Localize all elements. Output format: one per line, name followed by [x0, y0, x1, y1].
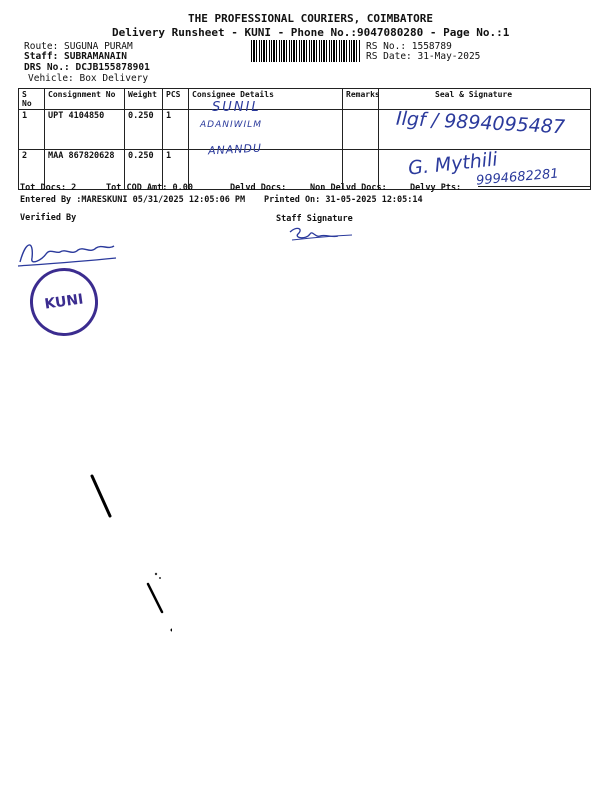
row-sno: 2: [19, 150, 45, 190]
drs-number: DRS No.: DCJB155878901: [24, 62, 150, 73]
row-sno: 1: [19, 110, 45, 150]
rs-number: RS No.: 1558789: [366, 41, 452, 52]
entered-by: Entered By :MARESKUNI 05/31/2025 12:05:06 PM: [20, 195, 246, 205]
handwritten-phone-2: 9994682281: [475, 166, 560, 189]
table-header-row: [19, 89, 591, 110]
runsheet-subtitle: Delivery Runsheet - KUNI - Phone No.:9047080280 - Page No.:1: [112, 26, 510, 39]
kuni-stamp: [26, 264, 103, 341]
rs-date: RS Date: 31-May-2025: [366, 51, 481, 62]
company-title: THE PROFESSIONAL COURIERS, COIMBATORE: [188, 12, 434, 25]
non-delivered-docs: Non Delvd Docs:: [310, 183, 387, 193]
totals-underline: [478, 186, 590, 187]
row-consignment: MAA 867820628: [45, 150, 125, 190]
barcode: [251, 40, 361, 62]
row-pcs: 1: [163, 150, 189, 190]
handwritten-consignee-2: ANANDU: [207, 141, 263, 158]
row-consignment: UPT 4104850: [45, 110, 125, 150]
staff-signature: [286, 224, 356, 246]
staff-label: Staff: SUBRAMANAIN: [24, 51, 127, 62]
col-seal: Seal & Signature: [379, 89, 591, 110]
col-consignment: Consignment No: [45, 89, 125, 110]
verified-signature: [16, 236, 120, 270]
col-sno: S No: [19, 89, 45, 110]
row-remarks: [343, 110, 379, 150]
handwritten-signature-2: G. Mythili: [407, 148, 499, 180]
scan-mark: [88, 472, 118, 522]
handwritten-signature-1: Ilgf / 9894095487: [395, 107, 566, 139]
row-pcs: 1: [163, 110, 189, 150]
col-weight: Weight: [125, 89, 163, 110]
vehicle-label: Vehicle: Box Delivery: [28, 73, 149, 84]
handwritten-consignee-1b: ADANIWILM: [200, 120, 262, 130]
verified-by-label: Verified By: [20, 213, 77, 223]
delivery-points: Delvy Pts:: [410, 183, 462, 193]
total-docs: Tot Docs: 2: [20, 183, 77, 193]
delivered-docs: Delvd Docs:: [230, 183, 287, 193]
col-pcs: PCS: [163, 89, 189, 110]
col-remarks: Remarks: [343, 89, 379, 110]
handwritten-consignee-1a: SUNIL: [212, 100, 261, 115]
printed-on: Printed On: 31-05-2025 12:05:14: [264, 195, 423, 205]
stamp-label: KUNI: [43, 291, 85, 313]
col-consignee: Consignee Details: [189, 89, 343, 110]
row-weight: 0.250: [125, 110, 163, 150]
staff-signature-label: Staff Signature: [276, 214, 353, 224]
route-label: Route: SUGUNA PURAM: [24, 41, 133, 52]
total-cod-amount: Tot COD Amt: 0.00: [106, 183, 193, 193]
row-weight: 0.250: [125, 150, 163, 190]
scan-mark: [142, 568, 172, 638]
